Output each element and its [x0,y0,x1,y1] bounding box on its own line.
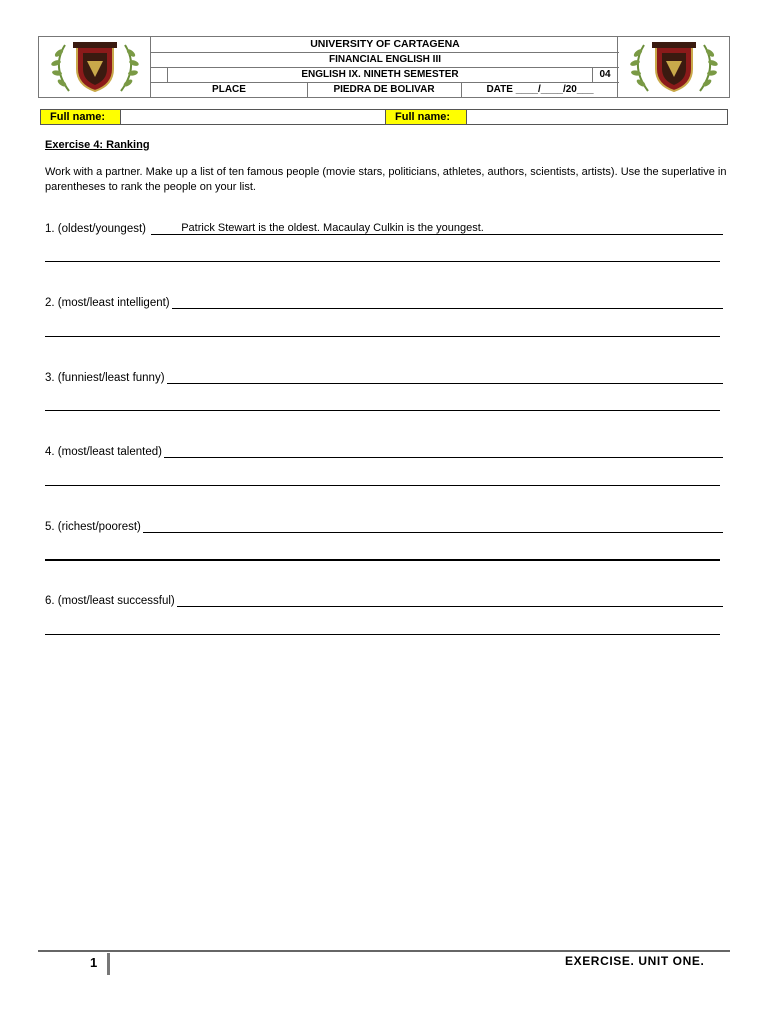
place-row [151,83,619,97]
question-label: 5. (richest/poorest) [45,521,141,533]
answer-line[interactable] [164,444,723,458]
course-name: FINANCIAL ENGLISH III [151,53,619,68]
answer-line[interactable] [45,261,720,262]
place-label: PLACE [151,83,308,97]
university-name: UNIVERSITY OF CARTAGENA [151,37,619,53]
answer-line[interactable] [172,295,723,309]
footer-divider [38,950,730,952]
university-crest-icon [626,39,722,95]
page-number: 1 [90,955,98,970]
answer-line[interactable] [45,336,720,337]
question-5 [45,517,723,533]
full-name-label-1: Full name: [41,110,121,124]
question-2 [45,293,723,309]
exercise-instructions: Work with a partner. Make up a list of ten famous people (movie stars, politicians, athletes, authors, scientists, artists). Use the superlative in parentheses to rank the people on your list. [45,166,727,193]
header-logo-right [617,37,729,97]
exercise-number: 04 [599,69,611,80]
question-label: 3. (funniest/least funny) [45,372,165,384]
question-3 [45,368,723,384]
question-label: 6. (most/least successful) [45,595,175,607]
header-info [151,37,619,97]
question-6 [45,591,723,607]
page-number-divider [107,953,110,975]
answer-line[interactable] [45,410,720,411]
question-1 [45,219,723,235]
question-label: 1. (oldest/youngest) [45,223,150,235]
answer-line[interactable] [143,519,723,533]
answer-line[interactable] [167,370,723,384]
answer-text: Patrick Stewart is the oldest. Macaulay Culkin is the youngest. [181,222,484,234]
footer-title: EXERCISE. UNIT ONE. [565,954,705,968]
question-label: 4. (most/least talented) [45,446,162,458]
place-value: PIEDRA DE BOLIVAR [307,83,462,97]
answer-line[interactable] [45,634,720,635]
names-bar [40,109,728,125]
semester-name: ENGLISH IX. NINETH SEMESTER [167,68,593,82]
answer-line[interactable] [177,593,723,607]
answer-line[interactable] [151,221,723,235]
document-header [38,36,730,98]
full-name-label-2: Full name: [385,110,467,124]
university-crest-icon [47,39,143,95]
date-field[interactable]: DATE ____/____/20___ [486,84,594,95]
exercise-title: Exercise 4: Ranking [45,139,150,151]
question-4 [45,442,723,458]
answer-line[interactable] [45,485,720,486]
question-label: 2. (most/least intelligent) [45,297,170,309]
answer-line[interactable] [45,559,720,561]
semester-row [151,68,619,83]
header-logo-left [39,37,151,97]
